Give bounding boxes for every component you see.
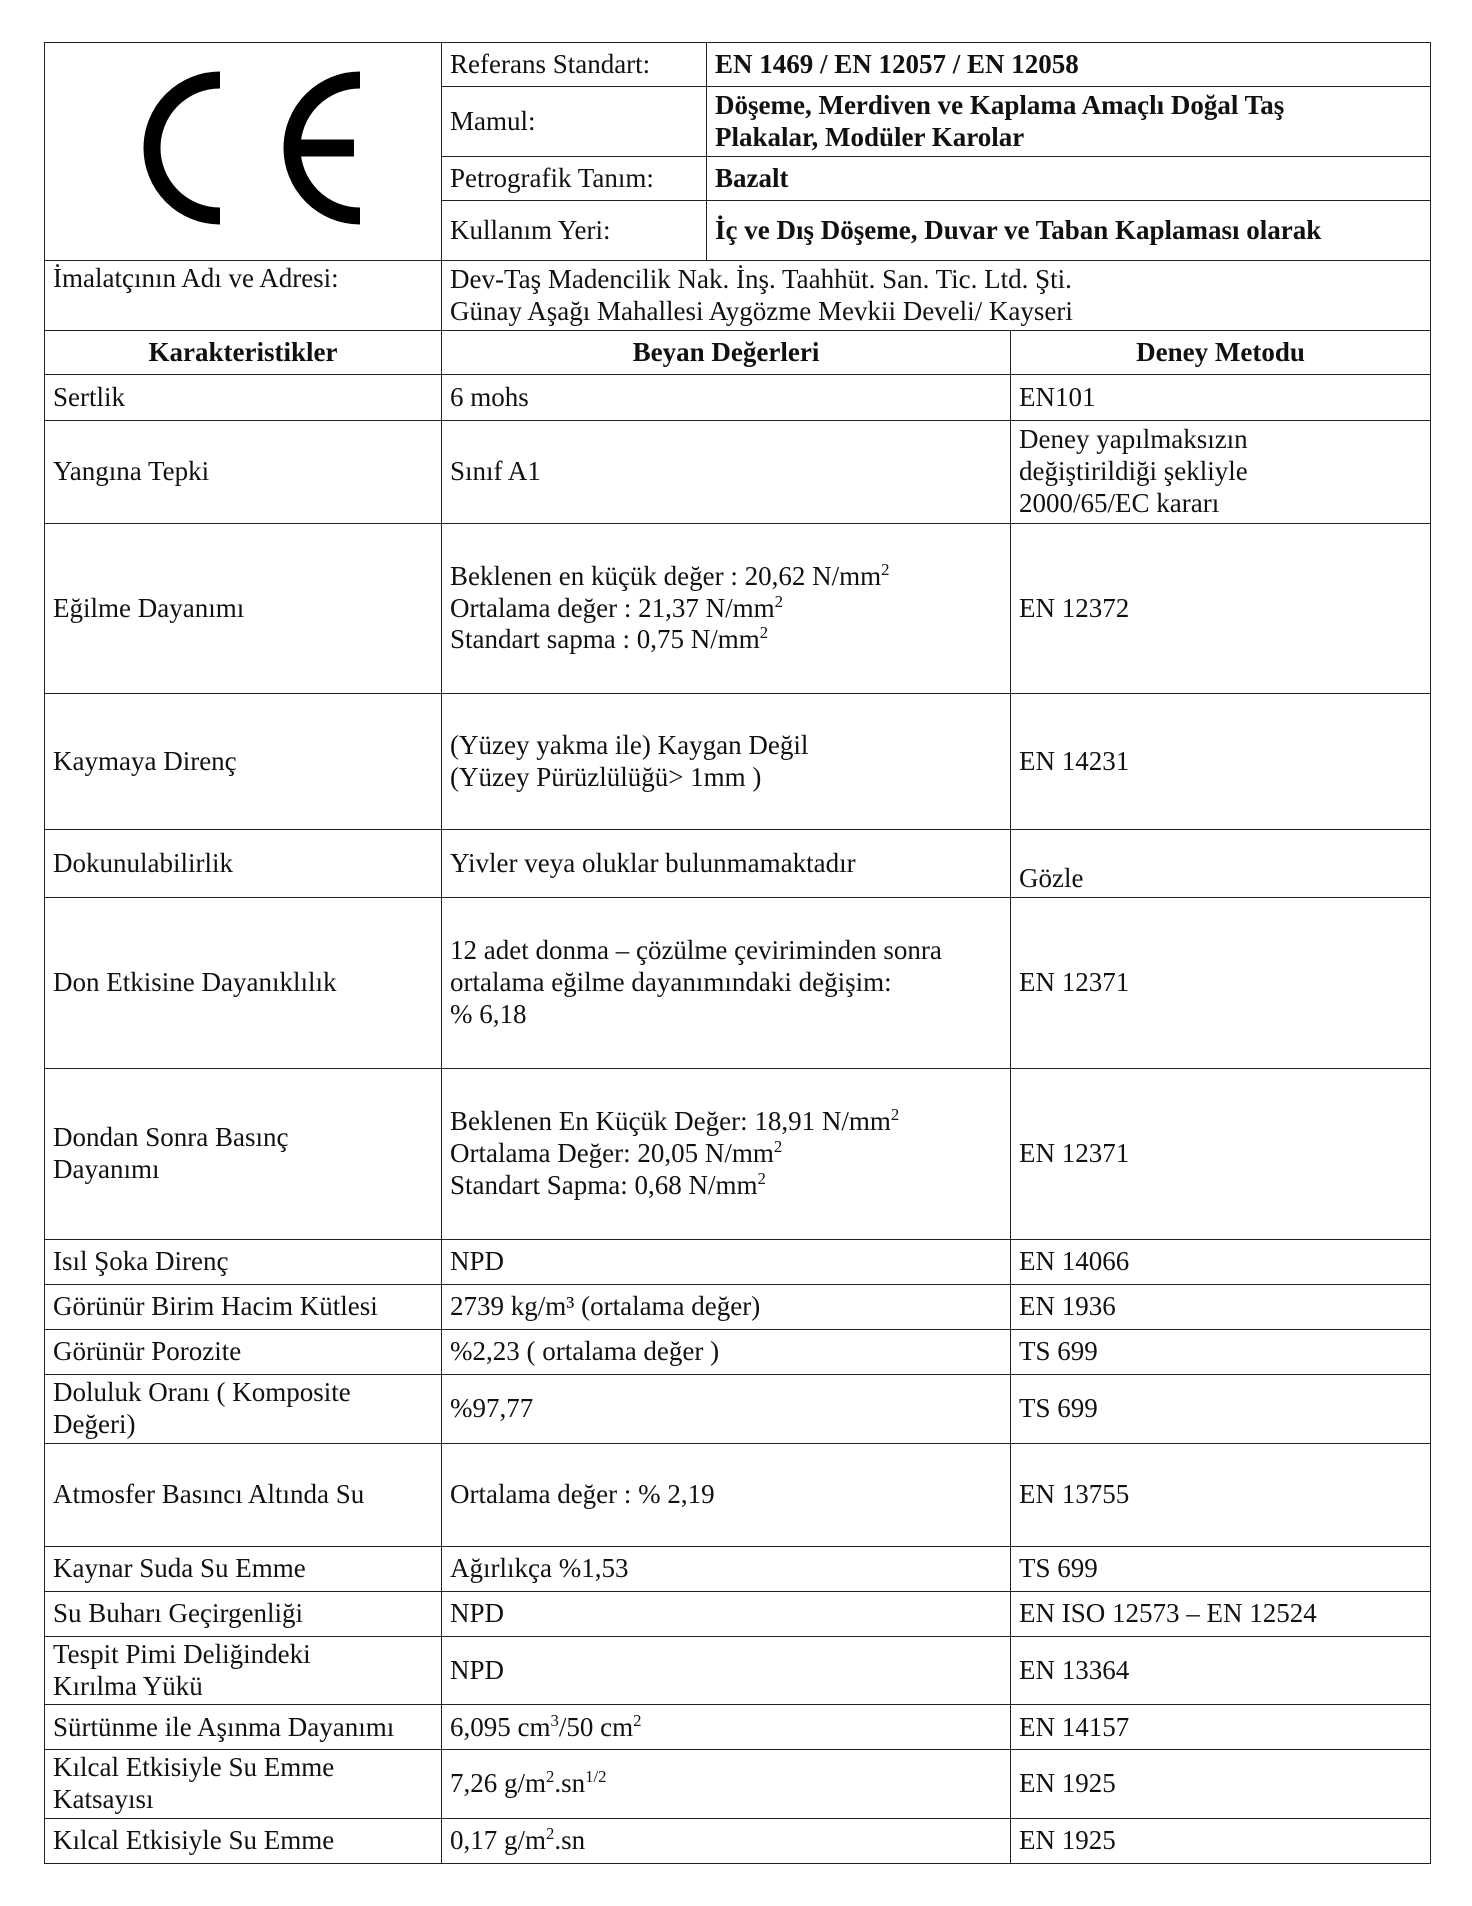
declared-value-cell: %97,77	[442, 1375, 1011, 1444]
table-row	[45, 1591, 1431, 1636]
characteristic-line: Tespit Pimi Deliğindeki	[53, 1638, 311, 1669]
declared-value-cell: Ağırlıkça %1,53	[442, 1546, 1011, 1591]
declared-value-line: Beklenen en küçük değer : 20,62 $N/mm^2$	[450, 559, 890, 591]
declared-value-line: Ortalama değer : 21,37 $N/mm^2$	[450, 591, 784, 623]
table-row	[45, 1636, 1431, 1705]
characteristic-cell: Sürtünme ile Aşınma Dayanımı	[45, 1705, 442, 1750]
manufacturer-address: Günay Aşağı Mahallesi Aygözme Mevkii Develi/ Kayseri	[450, 295, 1073, 326]
table-row	[45, 898, 1431, 1069]
column-header-row	[45, 331, 1431, 375]
manufacturer-label: İmalatçının Adı ve Adresi:	[45, 261, 442, 331]
column-header: Deney Metodu	[1011, 331, 1431, 375]
test-method-cell: EN 1925	[1011, 1819, 1431, 1864]
test-method-cell	[1011, 421, 1431, 524]
declared-value-line: (Yüzey Pürüzlülüğü> 1mm )	[450, 761, 762, 792]
characteristic-cell	[45, 1375, 442, 1444]
test-method-cell: EN 13755	[1011, 1443, 1431, 1546]
characteristic-line: Dondan Sonra Basınç	[53, 1122, 289, 1153]
table-row	[45, 1443, 1431, 1546]
table-row	[45, 1705, 1431, 1750]
characteristic-line: Değeri)	[53, 1408, 136, 1439]
declared-value-cell	[442, 694, 1011, 830]
table-row	[45, 1375, 1431, 1444]
table-row	[45, 1069, 1431, 1240]
characteristic-cell	[45, 1069, 442, 1240]
table-row	[45, 1819, 1431, 1864]
declared-value-cell: Sınıf A1	[442, 421, 1011, 524]
table-row	[45, 1546, 1431, 1591]
table-row	[45, 1750, 1431, 1819]
table-row	[45, 1240, 1431, 1285]
test-method-cell: EN 1925	[1011, 1750, 1431, 1819]
table-row	[45, 1330, 1431, 1375]
characteristic-cell: Su Buharı Geçirgenliği	[45, 1591, 442, 1636]
characteristic-line: Katsayısı	[53, 1784, 154, 1815]
test-method-cell: EN 14231	[1011, 694, 1431, 830]
declared-value-cell	[442, 524, 1011, 694]
test-method-cell: TS 699	[1011, 1546, 1431, 1591]
characteristic-cell: Eğilme Dayanımı	[45, 524, 442, 694]
column-header: Beyan Değerleri	[442, 331, 1011, 375]
characteristic-line: Dayanımı	[53, 1154, 160, 1184]
characteristic-cell: Dokunulabilirlik	[45, 830, 442, 898]
declared-value-cell	[442, 1069, 1011, 1240]
manufacturer-value	[442, 261, 1431, 331]
declared-value-cell: NPD	[442, 1240, 1011, 1285]
declared-value-line: 12 adet donma – çözülme çeviriminden sonra	[450, 935, 942, 966]
test-method-cell: EN 12371	[1011, 1069, 1431, 1240]
usage-label: Kullanım Yeri:	[442, 201, 707, 261]
declared-value-cell	[442, 898, 1011, 1069]
table-row	[45, 421, 1431, 524]
table-row	[45, 375, 1431, 421]
declared-value-cell: 6,095 $cm^3/50$ $cm^2$	[442, 1705, 1011, 1750]
test-method-cell: EN 14066	[1011, 1240, 1431, 1285]
test-method-cell: EN 1936	[1011, 1285, 1431, 1330]
test-method-cell: TS 699	[1011, 1330, 1431, 1375]
declared-value-line: (Yüzey yakma ile) Kaygan Değil	[450, 729, 809, 760]
declared-value-cell: Yivler veya oluklar bulunmamaktadır	[442, 830, 1011, 898]
declared-value-cell: 7,26 $g/m^2.sn^{1/2}$	[442, 1750, 1011, 1819]
declared-value-cell: %2,23 ( ortalama değer )	[442, 1330, 1011, 1375]
declared-value-line: Standart Sapma: 0,68 $N/mm^2$	[450, 1168, 766, 1200]
characteristic-line: Doluluk Oranı ( Komposite	[53, 1377, 351, 1407]
test-method-line: 2000/65/EC kararı	[1019, 487, 1220, 518]
declared-value-cell: 6 mohs	[442, 375, 1011, 421]
test-method-line: değiştirildiği şekliyle	[1019, 456, 1248, 487]
declared-value-line: ortalama eğilme dayanımındaki değişim:	[450, 967, 892, 998]
declared-value-line: Standart sapma : 0,75 $N/mm^2$	[450, 623, 769, 655]
petrographic-label: Petrografik Tanım:	[442, 157, 707, 201]
declared-value-cell: 2739 kg/m³ (ortalama değer)	[442, 1285, 1011, 1330]
manufacturer-name: Dev-Taş Madencilik Nak. İnş. Taahhüt. San. Tic. Ltd. Şti.	[450, 263, 1072, 294]
characteristic-cell: Yangına Tepki	[45, 421, 442, 524]
declared-value-line: % 6,18	[450, 998, 527, 1029]
declared-value-cell: NPD	[442, 1591, 1011, 1636]
characteristic-cell: Kaynar Suda Su Emme	[45, 1546, 442, 1591]
characteristic-cell	[45, 1636, 442, 1705]
product-value-line: Döşeme, Merdiven ve Kaplama Amaçlı Doğal Taş	[715, 89, 1285, 120]
characteristic-cell: Isıl Şoka Direnç	[45, 1240, 442, 1285]
ce-logo-cell	[45, 43, 442, 261]
column-header: Karakteristikler	[45, 331, 442, 375]
characteristic-cell: Kaymaya Direnç	[45, 694, 442, 830]
test-method-cell: EN101	[1011, 375, 1431, 421]
test-method-cell: TS 699	[1011, 1375, 1431, 1444]
characteristic-cell: Sertlik	[45, 375, 442, 421]
test-method-cell: EN 14157	[1011, 1705, 1431, 1750]
reference-standard-label: Referans Standart:	[442, 43, 707, 87]
characteristic-cell: Kılcal Etkisiyle Su Emme	[45, 1819, 442, 1864]
product-value-line: Plakalar, Modüler Karolar	[715, 121, 1025, 152]
characteristic-line: Kırılma Yükü	[53, 1670, 203, 1701]
table-row	[45, 524, 1431, 694]
characteristic-cell: Atmosfer Basıncı Altında Su	[45, 1443, 442, 1546]
declared-value-cell: 0,17 $g/m^2.sn$	[442, 1819, 1011, 1864]
declared-value-cell: NPD	[442, 1636, 1011, 1705]
characteristic-cell	[45, 1750, 442, 1819]
test-method-cell: Gözle	[1011, 830, 1431, 898]
ce-declaration-table	[44, 42, 1431, 1864]
test-method-cell: EN 12371	[1011, 898, 1431, 1069]
table-row	[45, 830, 1431, 898]
ce-mark-logo	[98, 58, 388, 238]
declared-value-cell: Ortalama değer : % 2,19	[442, 1443, 1011, 1546]
characteristic-cell: Don Etkisine Dayanıklılık	[45, 898, 442, 1069]
reference-standard-value: EN 1469 / EN 12057 / EN 12058	[707, 43, 1431, 87]
table-row	[45, 1285, 1431, 1330]
product-value	[707, 87, 1431, 157]
test-method-cell: EN 12372	[1011, 524, 1431, 694]
test-method-cell: EN ISO 12573 – EN 12524	[1011, 1591, 1431, 1636]
declared-value-line: Beklenen En Küçük Değer: 18,91 $N/mm^2$	[450, 1105, 900, 1137]
test-method-cell: EN 13364	[1011, 1636, 1431, 1705]
declared-value-line: Ortalama Değer: 20,05 $N/mm^2$	[450, 1137, 783, 1169]
table-row	[45, 694, 1431, 830]
usage-value: İç ve Dış Döşeme, Duvar ve Taban Kaplaması olarak	[707, 201, 1431, 261]
characteristic-cell: Görünür Porozite	[45, 1330, 442, 1375]
characteristic-line: Kılcal Etkisiyle Su Emme	[53, 1752, 335, 1783]
test-method-line: Deney yapılmaksızın	[1019, 424, 1248, 455]
product-label: Mamul:	[442, 87, 707, 157]
characteristic-cell: Görünür Birim Hacim Kütlesi	[45, 1285, 442, 1330]
petrographic-value: Bazalt	[707, 157, 1431, 201]
